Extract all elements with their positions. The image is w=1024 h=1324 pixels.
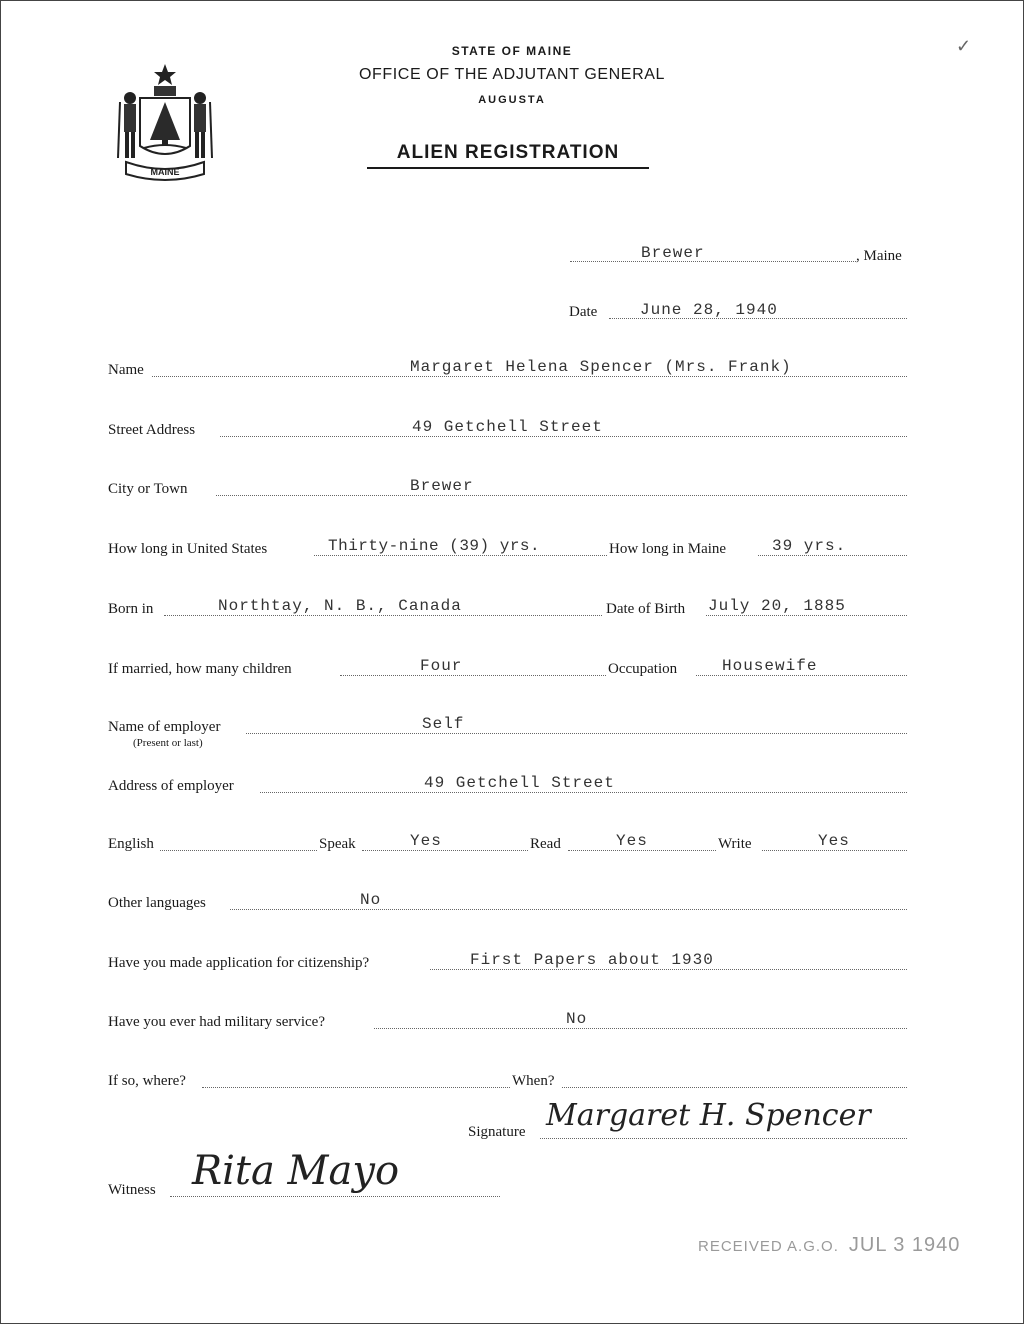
children-label: If married, how many children	[108, 661, 292, 677]
state-heading: STATE OF MAINE	[451, 44, 573, 58]
employer-sublabel: (Present or last)	[133, 737, 203, 749]
born-in-label: Born in	[108, 601, 154, 617]
form-title: ALIEN REGISTRATION	[396, 142, 620, 163]
employer-label: Name of employer	[108, 719, 221, 735]
military-value: No	[566, 1010, 588, 1028]
maine-years-dotted-line	[758, 555, 907, 556]
military-dotted-line	[374, 1028, 907, 1029]
children-dotted-line	[340, 675, 606, 676]
employer-address-dotted-line	[260, 792, 907, 793]
speak-dotted-line	[362, 850, 528, 851]
town-dotted-line	[570, 261, 856, 262]
citizenship-label: Have you made application for citizenship?	[108, 955, 370, 971]
where-label: If so, where?	[108, 1073, 186, 1089]
write-value: Yes	[818, 832, 850, 850]
dob-label: Date of Birth	[606, 601, 686, 617]
employer-address-label: Address of employer	[108, 778, 234, 794]
city-heading: AUGUSTA	[478, 94, 546, 106]
date-label: Date	[569, 304, 598, 320]
name-dotted-line	[152, 376, 907, 377]
speak-value: Yes	[410, 832, 442, 850]
employer-dotted-line	[246, 733, 907, 734]
town-value: Brewer	[641, 244, 705, 262]
received-stamp-text: RECEIVED A.G.O.	[698, 1238, 839, 1255]
seal-banner-text: MAINE	[150, 167, 180, 177]
occupation-dotted-line	[696, 675, 907, 676]
when-dotted-line	[562, 1087, 907, 1088]
city-value: Brewer	[410, 477, 474, 495]
born-in-dotted-line	[164, 615, 602, 616]
dob-dotted-line	[706, 615, 907, 616]
name-label: Name	[108, 362, 144, 378]
write-label: Write	[718, 836, 752, 852]
street-label: Street Address	[108, 422, 196, 438]
office-heading: OFFICE OF THE ADJUTANT GENERAL	[358, 66, 666, 83]
citizenship-value: First Papers about 1930	[470, 951, 714, 969]
citizenship-dotted-line	[430, 969, 907, 970]
us-years-value: Thirty-nine (39) yrs.	[328, 537, 541, 555]
employer-value: Self	[422, 715, 465, 733]
date-value: June 28, 1940	[640, 301, 778, 319]
read-dotted-line	[568, 850, 716, 851]
maine-years-value: 39 yrs.	[772, 537, 847, 555]
us-years-dotted-line	[314, 555, 607, 556]
dob-value: July 20, 1885	[708, 597, 846, 615]
read-label: Read	[530, 836, 561, 852]
military-label: Have you ever had military service?	[108, 1014, 325, 1030]
check-mark-icon: ✓	[956, 36, 972, 56]
other-languages-value: No	[360, 891, 382, 909]
received-stamp	[698, 1234, 960, 1257]
english-dotted-line	[160, 850, 317, 851]
street-value: 49 Getchell Street	[412, 418, 603, 436]
title-underline	[367, 167, 649, 169]
occupation-value: Housewife	[722, 657, 818, 675]
witness-dotted-line	[170, 1196, 500, 1197]
city-label: City or Town	[108, 481, 188, 497]
english-label: English	[108, 836, 154, 852]
received-stamp-date: JUL 3 1940	[848, 1234, 961, 1256]
when-label: When?	[512, 1073, 555, 1089]
employer-address-value: 49 Getchell Street	[424, 774, 615, 792]
other-languages-dotted-line	[230, 909, 907, 910]
town-suffix: , Maine	[856, 248, 902, 264]
witness-signature: Rita Mayo	[192, 1148, 400, 1194]
city-dotted-line	[216, 495, 907, 496]
witness-label: Witness	[108, 1182, 156, 1198]
maine-years-label: How long in Maine	[609, 541, 727, 557]
street-dotted-line	[220, 436, 907, 437]
speak-label: Speak	[319, 836, 356, 852]
where-dotted-line	[202, 1087, 510, 1088]
name-value: Margaret Helena Spencer (Mrs. Frank)	[410, 358, 792, 376]
occupation-label: Occupation	[608, 661, 678, 677]
signature-dotted-line	[540, 1138, 907, 1139]
read-value: Yes	[616, 832, 648, 850]
other-languages-label: Other languages	[108, 895, 206, 911]
us-years-label: How long in United States	[108, 541, 268, 557]
signature-label: Signature	[468, 1124, 526, 1140]
children-value: Four	[420, 657, 463, 675]
born-in-value: Northtay, N. B., Canada	[218, 597, 462, 615]
write-dotted-line	[762, 850, 907, 851]
signature-value: Margaret H. Spencer	[546, 1098, 871, 1133]
maine-state-seal	[110, 58, 220, 184]
